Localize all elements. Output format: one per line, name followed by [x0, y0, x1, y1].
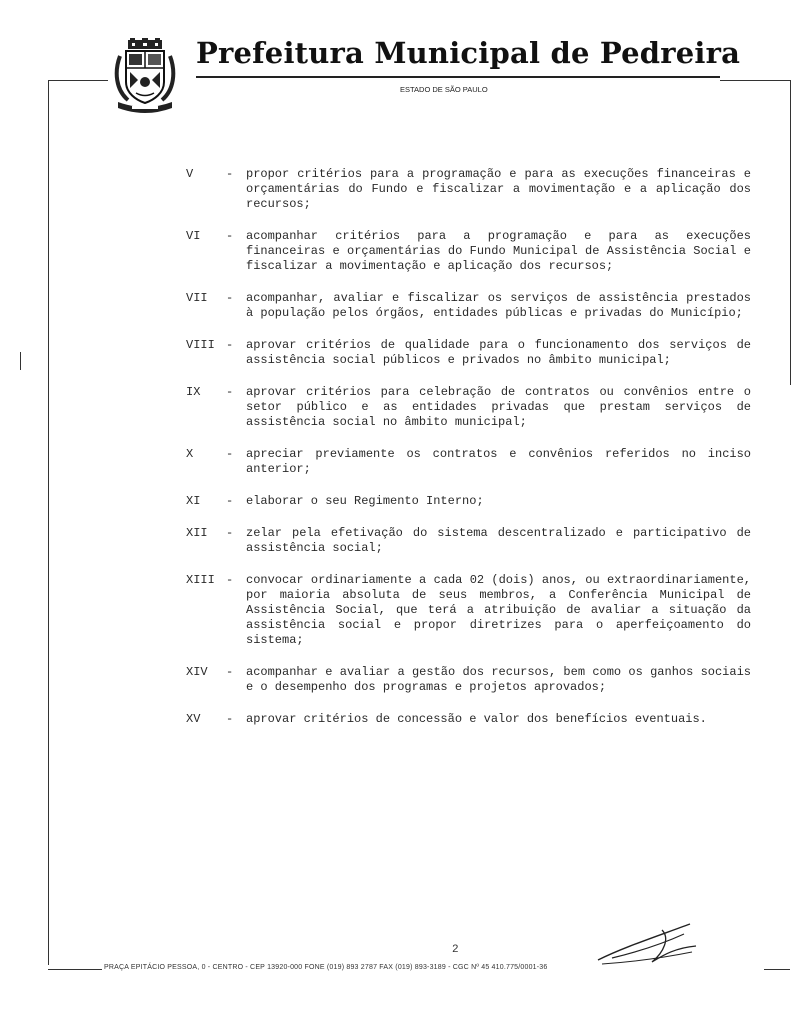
list-item: [186, 665, 751, 695]
item-dash: -: [226, 526, 234, 540]
item-text: apreciar previamente os contratos e convênios referidos no inciso anterior;: [246, 447, 751, 476]
item-dash: -: [226, 338, 234, 352]
item-numeral: VI: [186, 229, 201, 243]
list-item: [186, 526, 751, 556]
footer-address: PRAÇA EPITÁCIO PESSOA, 0 - CENTRO - CEP 13920-000 FONE (019) 893 2787 FAX (019) 893-3189 - CGC Nº 45 410.775/0001-36: [104, 964, 548, 971]
frame-line-top-left: [48, 80, 108, 81]
item-text: acompanhar, avaliar e fiscalizar os serviços de assistência prestados à população pelos órgãos, entidades públicas e privadas do Município;: [246, 291, 751, 320]
item-text: aprovar critérios de qualidade para o funcionamento dos serviços de assistência social públicos e privados no âmbito municipal;: [246, 338, 751, 367]
item-dash: -: [226, 573, 234, 587]
page-number: 2: [452, 944, 459, 956]
municipal-coat-of-arms-icon: [114, 38, 176, 114]
item-numeral: XIII: [186, 573, 215, 587]
item-numeral: X: [186, 447, 194, 461]
list-item: [186, 712, 751, 727]
item-text: convocar ordinariamente a cada 02 (dois) anos, ou extraordinariamente, por maioria absoluta de seus membros, a Conferência Municipal de Assistência Social, que terá a atribuição de avaliar a situação da assistência social e propor diretrizes para o aperfeiçoamento do sistema;: [246, 573, 751, 647]
item-numeral: V: [186, 167, 194, 181]
list-item: [186, 291, 751, 321]
list-item: [186, 167, 751, 212]
margin-tick-mark: [20, 352, 21, 370]
footer-line-left: [48, 969, 102, 970]
page-subtitle: ESTADO DE SÃO PAULO: [400, 85, 488, 94]
item-dash: -: [226, 712, 234, 726]
item-dash: -: [226, 665, 234, 679]
handwritten-signature-icon: [592, 918, 702, 968]
clauses-list: [186, 167, 751, 744]
item-dash: -: [226, 291, 234, 305]
footer-line-right: [764, 969, 790, 970]
list-item: [186, 447, 751, 477]
item-text: aprovar critérios de concessão e valor dos benefícios eventuais.: [246, 712, 707, 726]
item-numeral: XI: [186, 494, 201, 508]
item-dash: -: [226, 385, 234, 399]
item-dash: -: [226, 229, 234, 243]
frame-line-left: [48, 80, 49, 965]
item-numeral: XIV: [186, 665, 208, 679]
item-numeral: XII: [186, 526, 208, 540]
page-title: Prefeitura Municipal de Pedreira: [196, 36, 741, 70]
item-dash: -: [226, 494, 234, 508]
item-text: acompanhar critérios para a programação e para as execuções financeiras e orçamentárias do Fundo Municipal de Assistência Social e fiscalizar a movimentação e aplicação dos recursos;: [246, 229, 751, 273]
item-dash: -: [226, 447, 234, 461]
list-item: [186, 494, 751, 509]
list-item: [186, 229, 751, 274]
item-text: propor critérios para a programação e para as execuções financeiras e orçamentárias do Fundo e fiscalizar a movimentação e a aplicação dos recursos;: [246, 167, 751, 211]
item-dash: -: [226, 167, 234, 181]
frame-line-top-right: [720, 80, 790, 81]
list-item: [186, 573, 751, 648]
item-numeral: VIII: [186, 338, 215, 352]
list-item: [186, 385, 751, 430]
item-numeral: VII: [186, 291, 208, 305]
title-underline: [196, 76, 720, 78]
list-item: [186, 338, 751, 368]
item-text: elaborar o seu Regimento Interno;: [246, 494, 484, 508]
frame-line-right: [790, 80, 791, 385]
item-text: zelar pela efetivação do sistema descentralizado e participativo de assistência social;: [246, 526, 751, 555]
item-numeral: IX: [186, 385, 201, 399]
item-text: aprovar critérios para celebração de contratos ou convênios entre o setor público e as entidades privadas que prestam serviços de assistência social no âmbito municipal;: [246, 385, 751, 429]
item-text: acompanhar e avaliar a gestão dos recursos, bem como os ganhos sociais e o desempenho dos programas e projetos aprovados;: [246, 665, 751, 694]
item-numeral: XV: [186, 712, 201, 726]
